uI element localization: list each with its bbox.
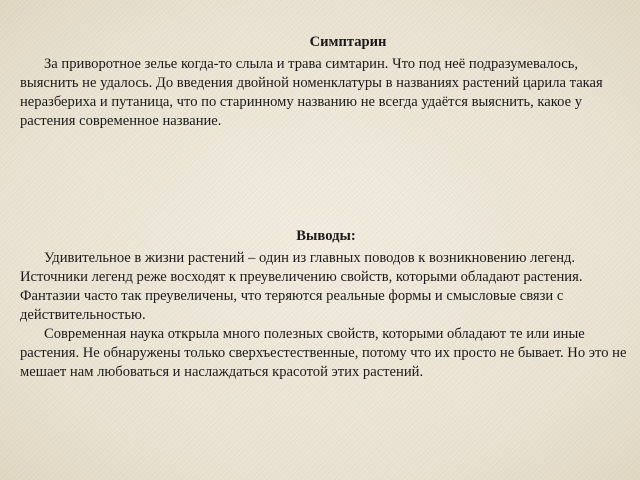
conclusions-section bbox=[20, 227, 632, 382]
conclusions-title: Выводы: bbox=[296, 228, 356, 244]
symptarin-title: Симптарин bbox=[309, 34, 387, 50]
conclusions-paragraph-1: Удивительное в жизни растений – один из главных поводов к возникновению легенд. Источники легенд реже восходят к преувеличению свойств, которыми обладают растения. Фантазии часто так преувеличены, что теряются реальные формы и смысловые связи с действительностью. bbox=[20, 250, 583, 323]
symptarin-section bbox=[20, 33, 632, 131]
conclusions-paragraph-2: Современная наука открыла много полезных свойств, которыми обладают те или иные растения. Не обнаружены только сверхъестественные, потому что их просто не бывает. Но это не мешает нам любоваться и наслаждаться красотой этих растений. bbox=[20, 326, 627, 380]
symptarin-paragraph: За приворотное зелье когда-то слыла и трава симтарин. Что под неё подразумевалось, выяснить не удалось. До введения двойной номенклатуры в названиях растений царила такая неразбериха и путаница, что по старинному названию не всегда удаётся выяснить, какое у растения современное название. bbox=[20, 56, 603, 129]
